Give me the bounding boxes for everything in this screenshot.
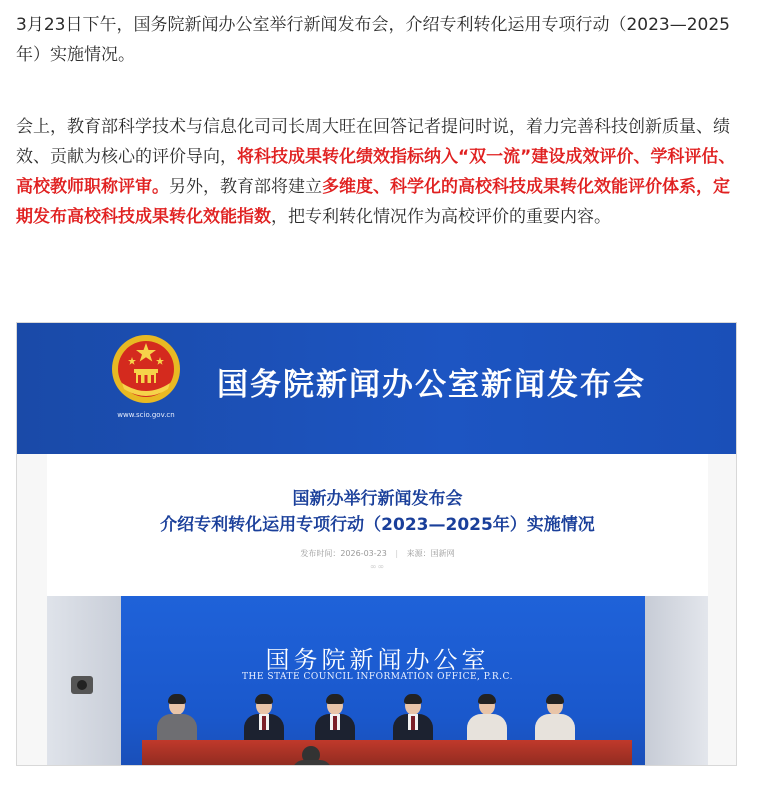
article-title-line-1: 国新办举行新闻发布会 — [292, 489, 463, 509]
press-conference-photo — [47, 596, 708, 766]
article-card — [47, 454, 708, 766]
highlight-text-1: 将科技成果转化绩效指标纳入“双一流”建设成效评价、学科评估、高校教师职称评审。 — [16, 147, 736, 197]
speaker-figure — [157, 696, 197, 746]
detail-text-1: 会上，教育部科学技术与信息化司司长周大旺在回答记者提问时说，着力完善科技创新质量、绩效、贡献为核心的评价导向， — [16, 117, 730, 167]
backdrop-title-cn: 国务院新闻办公室 — [265, 646, 490, 674]
article-meta — [47, 548, 708, 559]
site-url: www.scio.gov.cn — [117, 411, 175, 419]
divider-ornament: ∞∞ — [369, 562, 386, 571]
publish-time: 发布时间：2026-03-23 — [300, 549, 387, 558]
speaker-figure — [393, 696, 433, 746]
site-banner — [17, 323, 736, 454]
detail-paragraph — [16, 112, 740, 232]
backdrop-title-en: THE STATE COUNCIL INFORMATION OFFICE, P.R.C. — [242, 672, 513, 682]
article-source: 来源：国新网 — [406, 549, 455, 558]
intro-paragraph — [16, 10, 740, 70]
detail-text-2: 另外，教育部将建立 — [169, 177, 322, 197]
detail-text-3: ，把专利转化情况作为高校评价的重要内容。 — [271, 207, 611, 227]
article-area — [17, 454, 736, 766]
meta-separator: | — [395, 549, 399, 558]
speaker-figure — [467, 696, 507, 746]
audience-member — [292, 746, 332, 766]
speaker-figure — [244, 696, 284, 746]
article-screenshot-image — [16, 322, 737, 766]
intro-text: 3月23日下午，国务院新闻办公室举行新闻发布会，介绍专利转化运用专项行动（2023—2025年）实施情况。 — [16, 15, 730, 65]
speaker-table — [142, 740, 632, 766]
article-title-line-2: 介绍专利转化运用专项行动（2023—2025年）实施情况 — [160, 515, 595, 535]
highlight-text-2: 多维度、科学化的高校科技成果转化效能评价体系，定期发布高校科技成果转化效能指数 — [16, 177, 730, 227]
speaker-figure — [535, 696, 575, 746]
banner-title: 国务院新闻办公室新闻发布会 — [217, 367, 646, 403]
national-emblem-icon — [110, 333, 182, 405]
speaker-figure — [315, 696, 355, 746]
